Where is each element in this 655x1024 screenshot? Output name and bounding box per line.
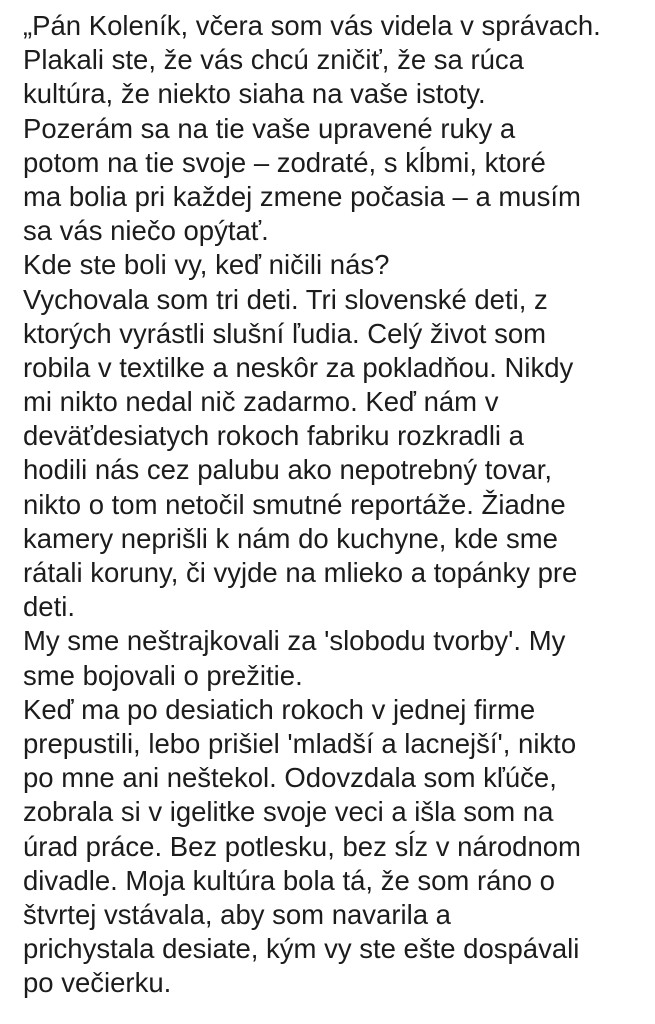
text-line: prepustili, lebo prišiel 'mladší a lacnejší', nikto (23, 727, 577, 759)
text-line: Kde ste boli vy, keď ničili nás? (23, 249, 390, 281)
text-line: mi nikto nedal nič zadarmo. Keď nám v (23, 386, 499, 418)
text-line: sme bojovali o prežitie. (23, 659, 303, 691)
text-line: po večierku. (23, 967, 172, 999)
text-line: prichystala desiate, kým vy ste ešte dospávali (23, 933, 580, 965)
text-line: deväťdesiatych rokoch fabriku rozkradli a (23, 420, 524, 452)
text-line: Keď ma po desiatich rokoch v jednej firme (23, 693, 536, 725)
text-line: potom na tie svoje – zodraté, s kĺbmi, ktoré (23, 146, 546, 178)
text-line: ma bolia pri každej zmene počasia – a musím (23, 180, 581, 212)
text-line: Plakali ste, že vás chcú zničiť, že sa rúca (23, 44, 524, 76)
letter-text (23, 9, 643, 1000)
text-line: nikto o tom netočil smutné reportáže. Žiadne (23, 488, 566, 520)
text-line: „Pán Koleník, včera som vás videla v správach. (23, 10, 601, 41)
text-line: sa vás niečo opýtať. (23, 215, 269, 247)
text-line: rátali koruny, či vyjde na mlieko a topánky pre (23, 557, 578, 588)
text-line: divadle. Moja kultúra bola tá, že som ráno o (23, 864, 555, 896)
text-line: zobrala si v igelitke svoje veci a išla som na (23, 796, 554, 828)
text-line: úrad práce. Bez potlesku, bez sĺz v národnom (23, 830, 581, 862)
text-line: ktorých vyrástli slušní ľudia. Celý život som (23, 317, 547, 349)
text-line: kultúra, že niekto siaha na vaše istoty. (23, 78, 486, 110)
text-line: Vychovala som tri deti. Tri slovenské deti, z (23, 283, 548, 315)
text-line: po mne ani neštekol. Odovzdala som kľúče, (23, 762, 557, 794)
text-line: hodili nás cez palubu ako nepotrebný tovar, (23, 454, 552, 486)
text-line: robila v textilke a neskôr za pokladňou. Nikdy (23, 351, 574, 383)
text-line: kamery neprišli k nám do kuchyne, kde sme (23, 522, 558, 554)
text-line: Pozerám sa na tie vaše upravené ruky a (23, 112, 516, 144)
text-line: štvrtej vstávala, aby som navarila a (23, 898, 451, 930)
text-line: deti. (23, 591, 75, 623)
text-line: My sme neštrajkovali za 'slobodu tvorby'. My (23, 625, 566, 657)
